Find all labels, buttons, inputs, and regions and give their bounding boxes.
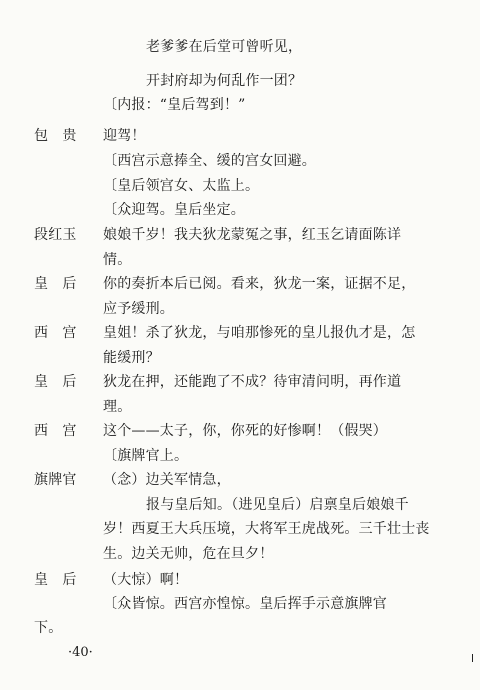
- speaker-name: 西 宫: [34, 423, 77, 439]
- speaker-name: 皇 后: [34, 572, 77, 588]
- dialogue-line: 应予缓刑。: [103, 301, 174, 317]
- stage-direction: 〔西宫示意捧全、缓的宫女回避。: [103, 153, 316, 169]
- stage-direction: 〔内报：“皇后驾到！”: [103, 97, 246, 113]
- stage-direction: 〔众皆惊。西宫亦惶惊。皇后挥手示意旗牌官: [103, 596, 387, 612]
- dialogue-line: 情。: [103, 252, 132, 268]
- dialogue-line: 你的奏折本后已阅。看来，狄龙一案，证据不足，: [103, 276, 416, 292]
- stage-direction: 〔旗牌官上。: [103, 448, 189, 464]
- dialogue-line: 狄龙在押，还能跑了不成？待审清问明，再作道: [103, 374, 402, 390]
- dialogue-line: 岁！西夏王大兵压境，大将军王虎战死。三千壮士丧: [103, 521, 430, 537]
- verse-line: 老爹爹在后堂可曾听见，: [146, 39, 303, 55]
- dialogue-line: 生。边关无帅，危在旦夕！: [103, 546, 274, 562]
- stage-direction: 〔众迎驾。皇后坐定。: [103, 202, 245, 218]
- dialogue-line: 报与皇后知。（进见皇后）启禀皇后娘娘千: [146, 497, 409, 513]
- speaker-name: 西 宫: [34, 325, 77, 341]
- dialogue-line: 娘娘千岁！我夫狄龙蒙冤之事，红玉乞请面陈详: [103, 227, 402, 243]
- verse-line: 开封府却为何乱作一团？: [146, 73, 303, 89]
- dialogue-line: 这个——太子，你，你死的好惨啊！（假哭）: [103, 423, 387, 439]
- dialogue-line: 皇姐！杀了狄龙，与咱那惨死的皇儿报仇才是，怎: [103, 325, 416, 341]
- speaker-name: 皇 后: [34, 276, 77, 292]
- margin-mark: [472, 654, 473, 662]
- speaker-name: 段红玉: [34, 227, 77, 243]
- dialogue-line: 理。: [103, 399, 132, 415]
- stage-direction: 〔皇后领宫女、太监上。: [103, 178, 260, 194]
- dialogue-line: （念）边关军情急，: [103, 472, 231, 488]
- dialogue-line: 能缓刑？: [103, 350, 160, 366]
- speaker-name: 包 贵: [34, 128, 77, 144]
- page-number: ·40·: [68, 645, 93, 660]
- speaker-name: 皇 后: [34, 374, 77, 390]
- dialogue-line: （大惊）啊！: [103, 572, 189, 588]
- speaker-name: 旗牌官: [34, 472, 77, 488]
- dialogue-line: 迎驾！: [103, 128, 146, 144]
- stage-direction: 下。: [34, 620, 63, 636]
